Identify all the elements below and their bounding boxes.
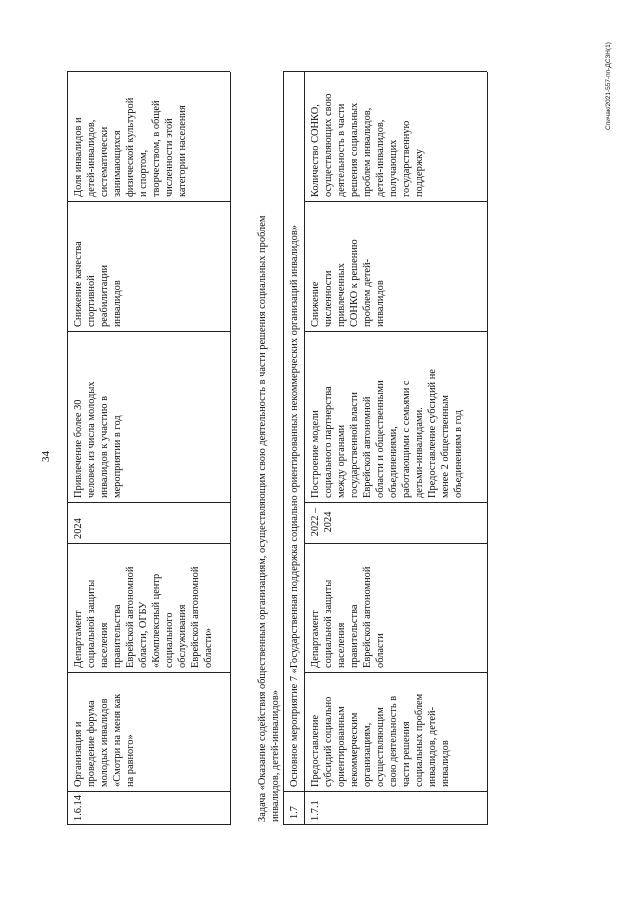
indicator: Количество СОНКО, осуществляющих свою деятельность в части решения социальных проблем инвалидов, детей-инвалидов, получающих государственную поддержку [310,93,425,197]
executor: Департамент социальной защиты населения правительства Еврейской автономной области, ОГБУ «Комплексный центр социального обслуживания Еврейской автономной области» [73,566,214,668]
table-border-top [67,72,68,825]
column-divider [283,791,487,792]
row-number: 1.7.1 [310,800,321,821]
column-divider [304,502,487,503]
term: 2022 – 2024 [310,507,334,537]
footer-document-code: Спичак/2021-557-пп-ДСЗН(1) [605,42,612,130]
column-divider [304,201,487,202]
event-name: Организация и проведение форума молодых инвалидов «Смотри на меня как на равного» [73,693,136,787]
column-divider [304,672,487,673]
table-border-task [283,72,284,825]
page-number: 34 [40,451,52,462]
executor: Департамент социальной защиты населения правительства Еврейской автономной области [310,566,386,668]
table-border-bottom [487,72,488,825]
table-border-right-upper [67,71,230,72]
column-divider [67,791,230,792]
consequence: Снижение качества спортивной реабилитации инвалидов [73,241,123,327]
row-number: 1.7 [289,806,300,819]
indicator: Доля инвалидов и детей-инвалидов, систематически занимающихся физической культурой и спортом, творчеством, в общей численности этой категории населения [73,97,188,197]
term: 2024 [73,518,84,539]
column-divider [67,543,230,544]
main-event-heading: Основное мероприятие 7 «Государственная поддержка социально ориентированных некоммерческих организаций инвалидов» [289,225,300,787]
table-border-right-lower [283,71,487,72]
task-heading: Задача «Оказание содействия общественным организациям, осуществляющим свою деятельность в части решения социальных проблем инвалидов, детей-инвалидов» [257,215,281,822]
table-border-left-lower [283,824,487,825]
expected-result: Построение модели социального партнерства между органами государственной власти Еврейской автономной области и общественными объединениями, работающими с семьями с детьми-инвалидами. Предоставление субсидий не менее 2 общественным объединениям в год [310,369,464,498]
row-number: 1.6.14 [73,795,84,821]
column-divider [304,543,487,544]
column-divider [67,331,230,332]
consequence: Снижение численности привлеченных СОНКО к решению проблем детей- инвалидов [310,239,386,327]
column-divider [67,201,230,202]
column-divider [67,672,230,673]
table-border-main-event [304,72,305,825]
event-name: Предоставление субсидий социально ориентированным некоммерческим организациям, осуществляющим свою деятельность в части решения социальных проблем инвалидов, детей- инвалидов [310,693,451,787]
table-border-left-upper [67,824,230,825]
expected-result: Привлечение более 30 человек из числа молодых инвалидов к участию в мероприятии в год [73,381,123,498]
table-border-row-end [230,72,231,825]
column-divider [304,331,487,332]
column-divider [67,502,230,503]
